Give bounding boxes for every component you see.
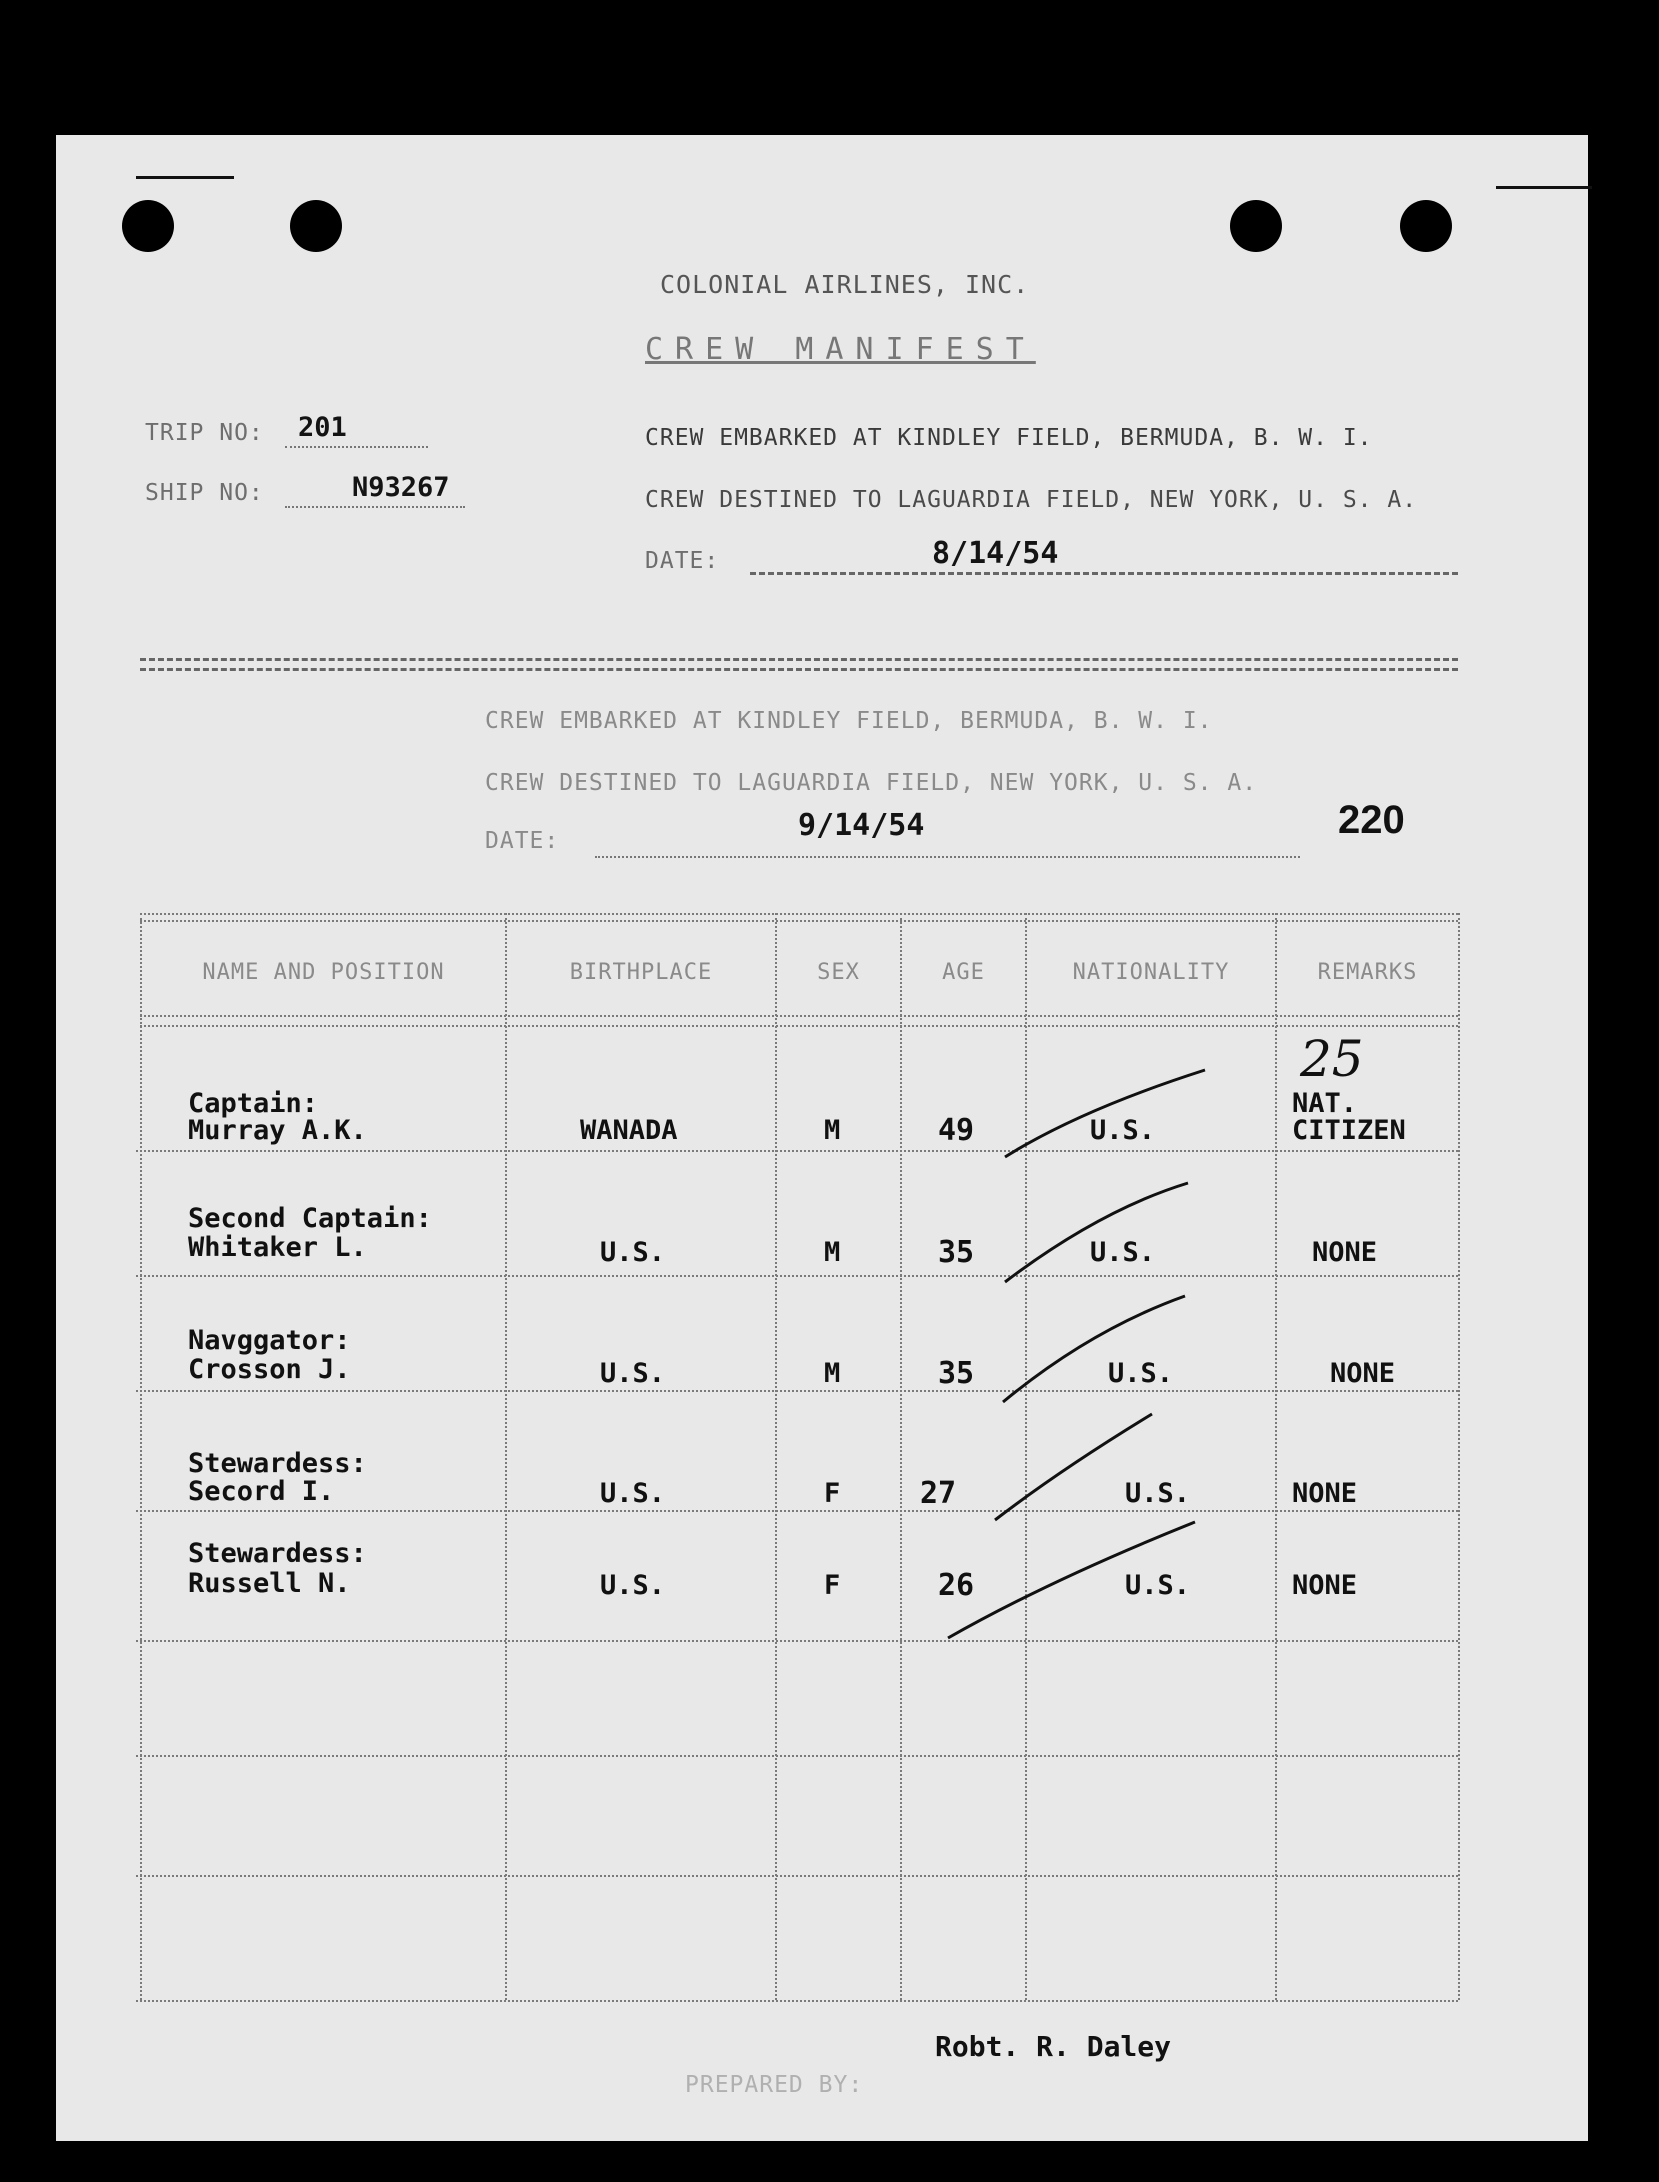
crew-name: Russell N. — [188, 1568, 351, 1599]
date-label: DATE: — [645, 548, 720, 574]
embarked-line-2: CREW EMBARKED AT KINDLEY FIELD, BERMUDA, B. W. I. — [485, 708, 1213, 734]
crew-nationality: U.S. — [1125, 1478, 1191, 1509]
check-mark — [948, 1522, 1195, 1638]
destined-line: CREW DESTINED TO LAGUARDIA FIELD, NEW YORK, U. S. A. — [645, 487, 1418, 513]
column-header-nationality: NATIONALITY — [1072, 960, 1230, 985]
column-header-sex: SEX — [817, 960, 860, 985]
crew-sex: F — [824, 1478, 841, 1509]
ship-number: N93267 — [352, 472, 450, 503]
crew-nationality: U.S. — [1090, 1237, 1156, 1268]
check-mark — [1005, 1070, 1205, 1157]
ship-label: SHIP NO: — [145, 480, 264, 506]
crew-age: 35 — [938, 1235, 975, 1270]
date-value: 8/14/54 — [932, 536, 1059, 571]
crew-remarks: NAT. — [1292, 1088, 1358, 1119]
column-header-age: AGE — [942, 960, 985, 985]
prepared-by-label: PREPARED BY: — [685, 2072, 864, 2098]
crew-birthplace: WANADA — [580, 1115, 678, 1146]
crew-birthplace: U.S. — [600, 1237, 666, 1268]
date-value-2: 9/14/54 — [798, 808, 925, 843]
handwritten-annotation: 25 — [1300, 1030, 1364, 1088]
trip-number: 201 — [298, 412, 347, 443]
crew-nationality: U.S. — [1125, 1570, 1191, 1601]
crew-remarks: CITIZEN — [1292, 1115, 1406, 1146]
crew-name: Crosson J. — [188, 1354, 351, 1385]
crew-birthplace: U.S. — [600, 1358, 666, 1389]
crew-position: Stewardess: — [188, 1538, 367, 1569]
embarked-line: CREW EMBARKED AT KINDLEY FIELD, BERMUDA, B. W. I. — [645, 425, 1373, 451]
crew-name: Whitaker L. — [188, 1232, 367, 1263]
crew-position: Stewardess: — [188, 1448, 367, 1479]
crew-sex: M — [824, 1237, 841, 1268]
crew-birthplace: U.S. — [600, 1570, 666, 1601]
crew-name: Murray A.K. — [188, 1115, 367, 1146]
check-mark — [1003, 1296, 1185, 1402]
crew-name: Secord I. — [188, 1476, 335, 1507]
crew-nationality: U.S. — [1090, 1115, 1156, 1146]
crew-sex: M — [824, 1358, 841, 1389]
column-header-birthplace: BIRTHPLACE — [569, 960, 713, 985]
column-header-remarks: REMARKS — [1317, 960, 1418, 985]
crew-age: 26 — [938, 1568, 975, 1603]
destined-line-2: CREW DESTINED TO LAGUARDIA FIELD, NEW YORK, U. S. A. — [485, 770, 1258, 796]
crew-age: 27 — [920, 1476, 957, 1511]
crew-position: Second Captain: — [188, 1203, 432, 1234]
crew-birthplace: U.S. — [600, 1478, 666, 1509]
crew-sex: F — [824, 1570, 841, 1601]
document-title: CREW MANIFEST — [645, 332, 1036, 367]
crew-nationality: U.S. — [1108, 1358, 1174, 1389]
crew-age: 49 — [938, 1113, 975, 1148]
date-label-2: DATE: — [485, 828, 560, 854]
crew-age: 35 — [938, 1356, 975, 1391]
crew-position: Navggator: — [188, 1325, 351, 1356]
crew-remarks: NONE — [1312, 1237, 1378, 1268]
crew-remarks: NONE — [1292, 1570, 1358, 1601]
check-mark — [995, 1414, 1152, 1520]
crew-remarks: NONE — [1330, 1358, 1396, 1389]
prepared-by-signature: Robt. R. Daley — [935, 2030, 1172, 2063]
stamp-number: 220 — [1338, 798, 1405, 842]
company-name: COLONIAL AIRLINES, INC. — [660, 270, 1030, 299]
trip-label: TRIP NO: — [145, 420, 264, 446]
crew-position: Captain: — [188, 1088, 319, 1119]
crew-sex: M — [824, 1115, 841, 1146]
column-header-name: NAME AND POSITION — [202, 960, 445, 985]
check-mark — [1005, 1183, 1188, 1282]
crew-remarks: NONE — [1292, 1478, 1358, 1509]
